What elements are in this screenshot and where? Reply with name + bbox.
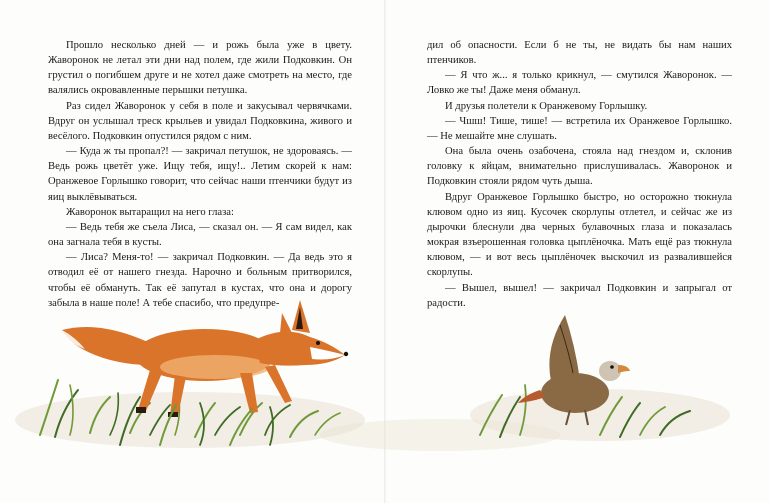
paragraph: — Лиса? Меня-то! — закричал Подковкин. — Да ведь это я отводил её от нашего гнезда. Нарочно и больным притворился, чтобы её обмануть. Так её запутал в кустах, что она и дорогу забыла в наше поле! А тебе спасибо, что предупре- — [48, 252, 352, 309]
fox-and-bird-illustration — [0, 285, 770, 503]
ground-wash — [15, 389, 730, 451]
paragraph: Раз сидел Жаворонок у себя в поле и закусывал червячками. Вдруг он услышал треск крыльев и увидал Подковкина, живого и весёлого. Подковкин опустился рядом с ним. — [48, 100, 352, 142]
paragraph: Прошло несколько дней — и рожь была уже в цвету. Жаворонок не летал эти дни над полем, где жили Подковкин. Он грустил о погибшем друге и не хотел даже смотреть на место, где валялись окровавленные перышки петушка. — [48, 40, 352, 97]
paragraph: Жаворонок вытаращил на него глаза: — [66, 206, 234, 218]
paragraph: — Чшш! Тише, тише! — встретила их Оранжевое Горлышко. — Не мешайте мне слушать. — [427, 115, 732, 142]
paragraph: — Вышел, вышел! — закричал Подковкин и запрыгал от радости. — [427, 282, 732, 309]
paragraph: И друзья полетели к Оранжевому Горлышку. — [445, 100, 648, 112]
paragraph: — Куда ж ты пропал?! — закричал петушок, не здороваясь. — Ведь рожь цветёт уже. Ищу тебя, ищу!.. Летим скорей к нам: Оранжевое Горлышко говорит, что сейчас наши птенчики будут из яиц выклёвываться. — [48, 146, 352, 203]
paragraph: — Я что ж... я только крикнул, — смутился Жаворонок. — Ловко же ты! Даже меня обманул. — [427, 70, 732, 97]
paragraph: — Ведь тебя же съела Лиса, — сказал он. — Я сам видел, как она загнала тебя в кусты. — [48, 221, 352, 249]
paragraph: Вдруг Оранжевое Горлышко быстро, но осторожно тюкнула клювом одно из яиц. Кусочек скорлупы отлетел, и сейчас же из дырочки блеснули два черных булавочных глаза и показалась мокрая взъерошенная головка цыплёночка. Мать ещё раз тюкнула клювом, — и вот весь цыплёночек выскочил из развалившейся скорлупы. — [427, 191, 732, 279]
paragraph: Она была очень озабочена, стояла над гнездом и, склонив головку к яйцам, внимательно прислушивалась. Жаворонок и Подковкин стояли рядом чуть дыша. — [427, 146, 732, 188]
left-page-text — [48, 38, 352, 311]
right-page-text — [427, 38, 732, 311]
paragraph-continuation: дил об опасности. Если б не ты, не видать бы нам наших птенчиков. — [427, 40, 732, 67]
